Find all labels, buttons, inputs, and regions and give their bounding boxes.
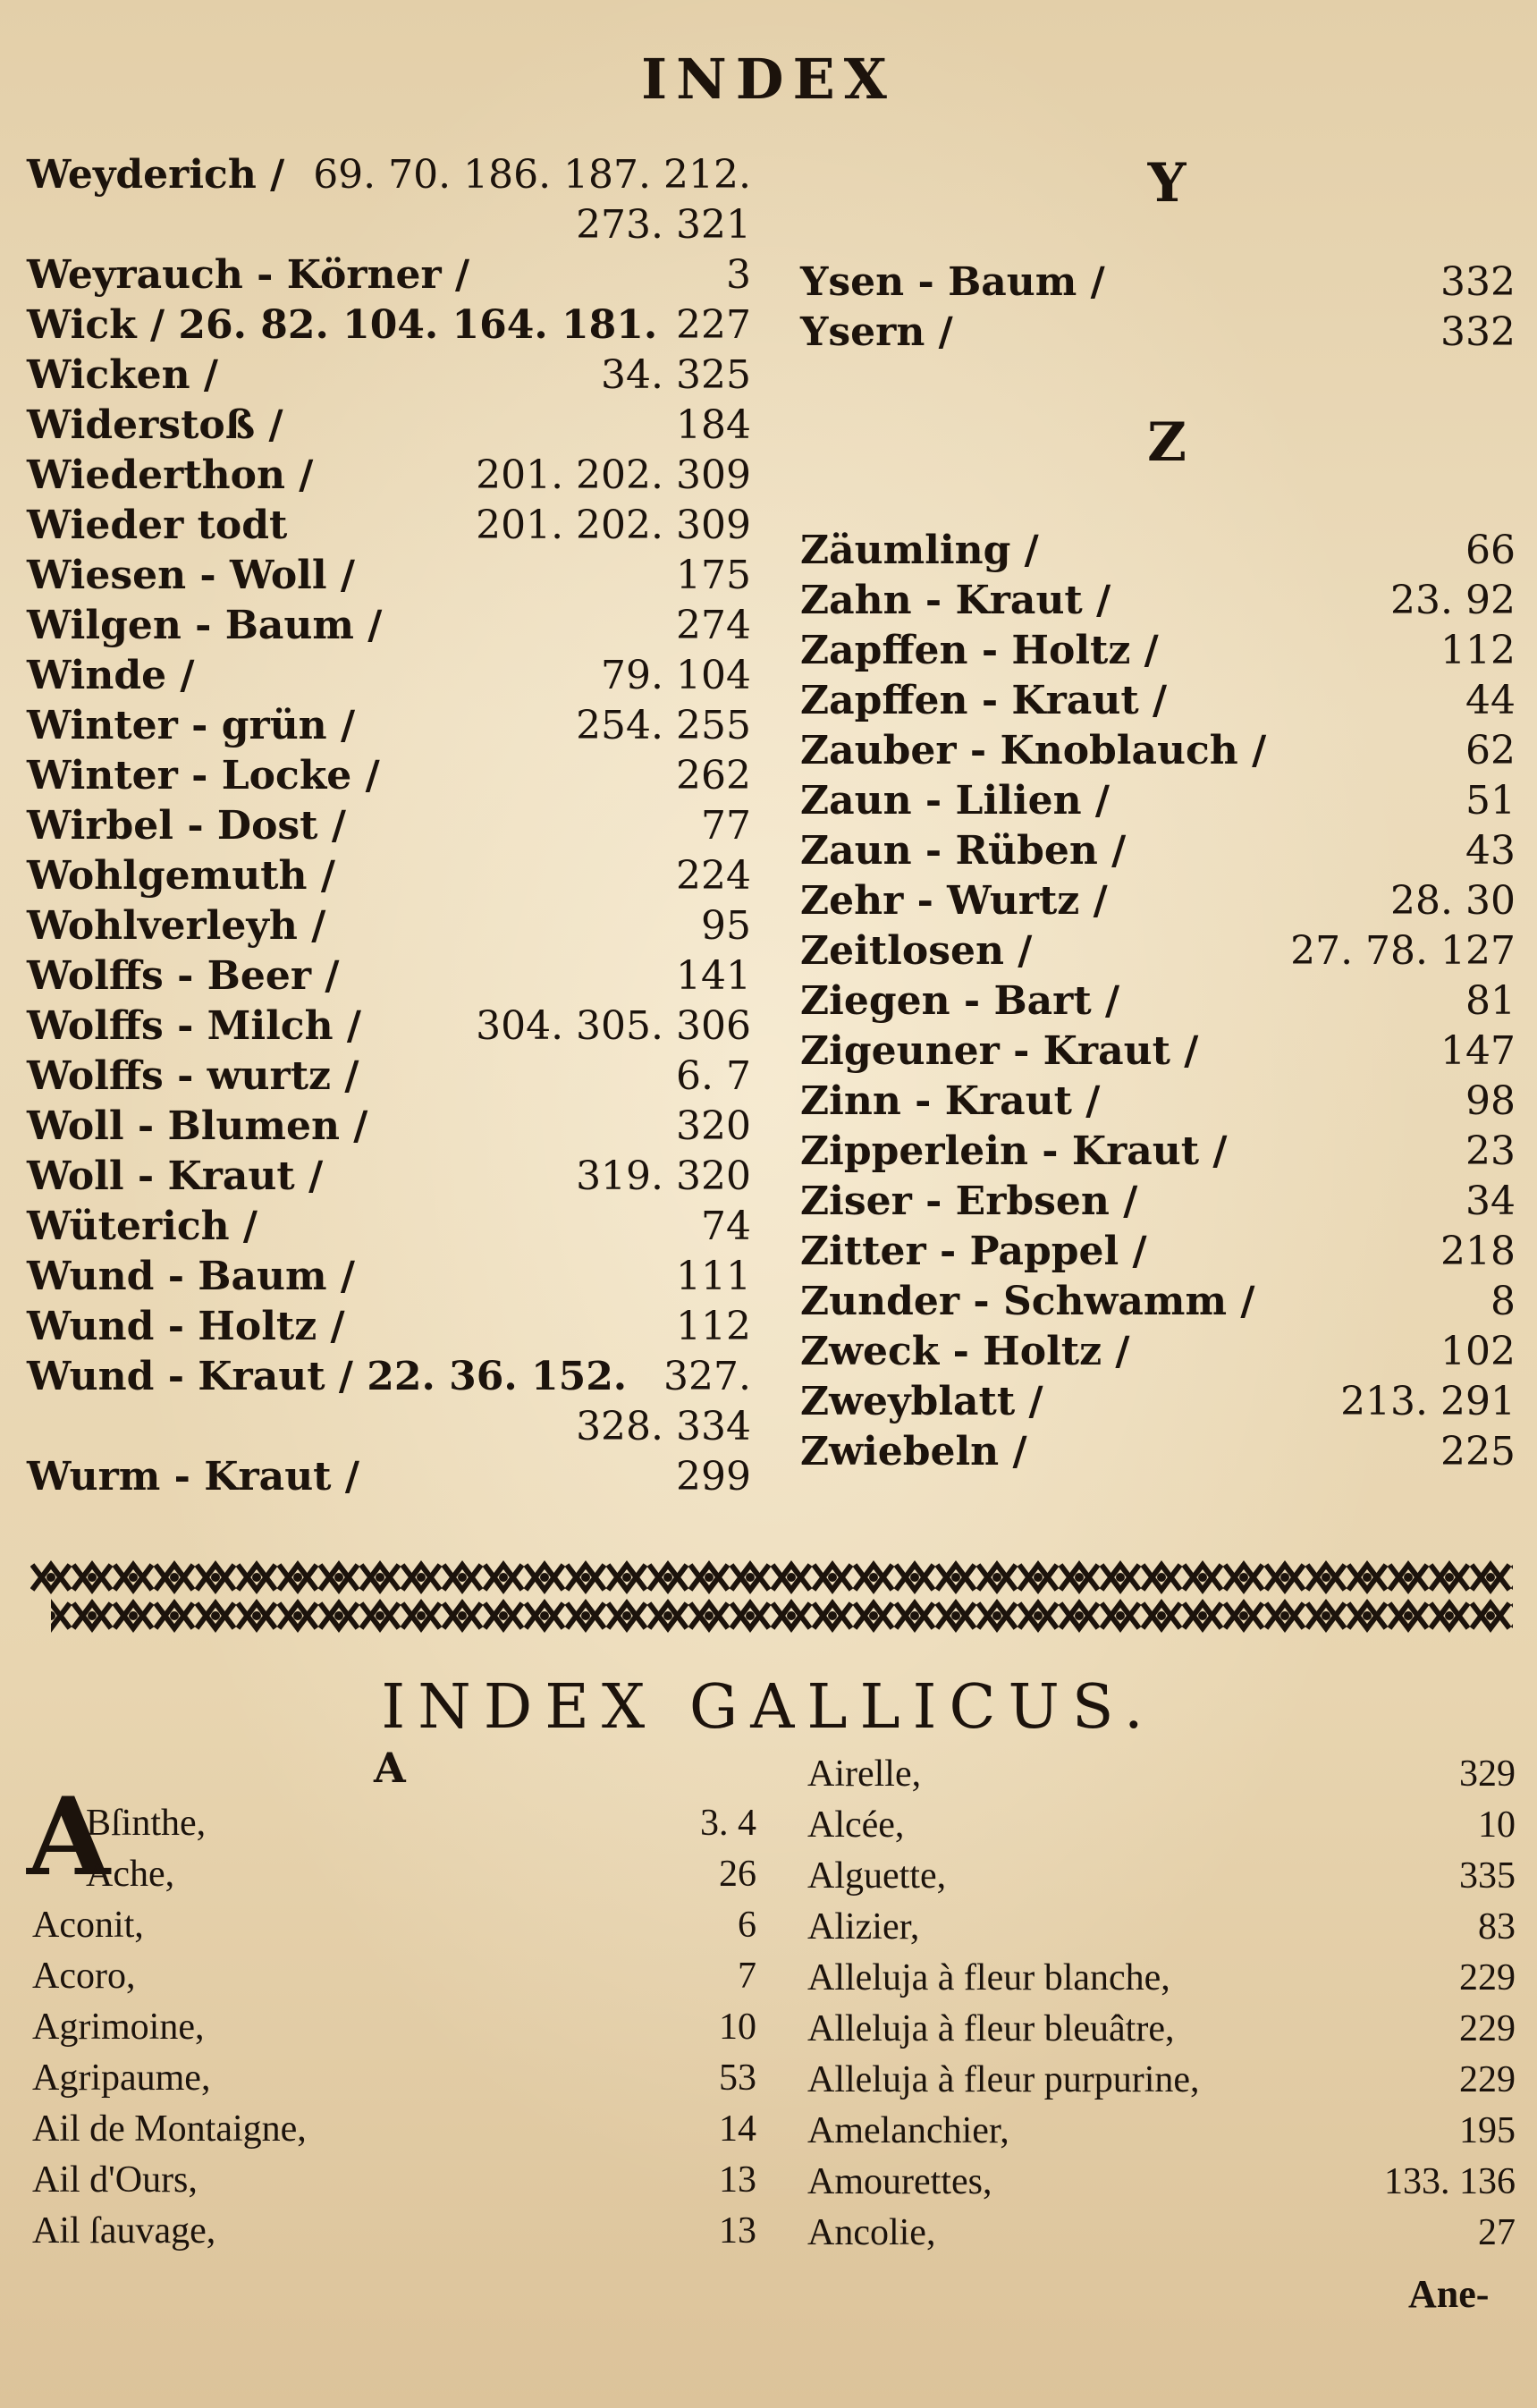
index-entry	[27, 1003, 751, 1053]
index-page-numbers: 34. 325	[601, 352, 751, 398]
ornamental-border	[30, 1558, 1513, 1635]
index-page-numbers-continued: 328. 334	[576, 1404, 751, 1449]
index-page-numbers: 224	[676, 853, 751, 899]
index-page-numbers: 27	[1478, 2212, 1516, 2253]
index-term: Alcée,	[807, 1804, 905, 1846]
index-term: Wolffs - wurtz /	[27, 1053, 359, 1099]
index-term: Agripaume,	[32, 2057, 211, 2099]
index-page-numbers: 74	[701, 1204, 751, 1249]
drop-cap-a: A	[27, 1774, 111, 1900]
index-entry	[27, 302, 751, 352]
index-entry	[27, 1454, 751, 1504]
index-term: Wolffs - Beer /	[27, 953, 340, 999]
index-term: Winter - Locke /	[27, 753, 380, 798]
index-term: Wund - Kraut / 22. 36. 152.	[27, 1354, 628, 1399]
index-entry	[27, 553, 751, 603]
index-term: Wick / 26. 82. 104. 164. 181.	[27, 302, 658, 348]
index-entry	[800, 1128, 1516, 1179]
index-entry	[32, 2209, 756, 2260]
index-term: Zinn - Kraut /	[800, 1078, 1101, 1124]
index-term: Weyrauch - Körner /	[27, 252, 470, 298]
index-page-numbers: 141	[676, 953, 751, 999]
index-entry	[27, 152, 751, 202]
index-term: Zauber - Knoblauch /	[800, 728, 1267, 773]
index-page-numbers: 195	[1459, 2110, 1516, 2151]
index-entry	[27, 1103, 751, 1153]
index-term: Zäumling /	[800, 528, 1039, 573]
index-page-numbers: 229	[1459, 2059, 1516, 2100]
index-entry	[800, 1078, 1516, 1128]
index-page-numbers: 225	[1440, 1429, 1516, 1474]
index-entry	[807, 1753, 1516, 1804]
index-page-numbers: 327.	[663, 1354, 751, 1399]
index-page-numbers: 274	[676, 603, 751, 648]
index-page-numbers: 319. 320	[576, 1153, 751, 1199]
index-term: Wohlverleyh /	[27, 903, 326, 949]
index-page-numbers: 23	[1465, 1128, 1516, 1174]
index-term: Woll - Blumen /	[27, 1103, 368, 1149]
index-term: Weyderich /	[27, 152, 285, 198]
index-term: Airelle,	[807, 1753, 922, 1795]
index-term: Ziegen - Bart /	[800, 978, 1120, 1024]
index-entry	[27, 853, 751, 903]
index-term: Alguette,	[807, 1855, 947, 1897]
index-page-numbers: 77	[701, 803, 751, 849]
catchword: Ane-	[1408, 2272, 1490, 2316]
index-entry	[807, 2109, 1516, 2160]
index-entry	[27, 252, 751, 302]
index-entry	[27, 753, 751, 803]
index-page-numbers: 8	[1491, 1279, 1516, 1324]
index-page-numbers: 229	[1459, 1957, 1516, 1998]
index-page-numbers: 14	[719, 2108, 756, 2150]
index-entry	[27, 803, 751, 853]
index-term: Winter - grün /	[27, 703, 356, 748]
index-entry	[27, 402, 751, 452]
index-entry	[27, 953, 751, 1003]
index-page-numbers: 43	[1465, 828, 1516, 874]
index-term: Amourettes,	[807, 2161, 992, 2202]
index-page-numbers: 262	[676, 753, 751, 798]
index-term: Wund - Baum /	[27, 1254, 355, 1299]
index-entry	[32, 2057, 756, 2108]
index-page-numbers: 28. 30	[1390, 878, 1516, 924]
index-term: Zunder - Schwamm /	[800, 1279, 1255, 1324]
index-entry	[32, 1955, 756, 2006]
index-term: Ysen - Baum /	[800, 259, 1105, 305]
index-entry	[807, 1956, 1516, 2007]
index-page-numbers: 227	[676, 302, 751, 348]
index-entry	[27, 503, 751, 553]
index-page-numbers-continued: 273. 321	[576, 202, 751, 248]
index-term: Zaun - Lilien /	[800, 778, 1110, 824]
index-page-numbers: 304. 305. 306	[476, 1003, 751, 1049]
index-page-numbers: 184	[676, 402, 751, 448]
index-entry	[807, 2007, 1516, 2058]
index-page-numbers: 147	[1440, 1028, 1516, 1074]
index-page-numbers: 3	[726, 252, 751, 298]
index-page-numbers: 10	[1478, 1804, 1516, 1846]
index-page-numbers: 26	[719, 1854, 756, 1895]
index-term: Wirbel - Dost /	[27, 803, 346, 849]
index-entry	[800, 1028, 1516, 1078]
index-page-numbers: 175	[676, 553, 751, 598]
index-term: Zeitlosen /	[800, 928, 1033, 974]
index-term: Zweck - Holtz /	[800, 1329, 1130, 1374]
index-term: Wolffs - Milch /	[27, 1003, 361, 1049]
index-page-numbers: 332	[1440, 309, 1516, 355]
index-term: Zapffen - Holtz /	[800, 628, 1159, 673]
index-term: Woll - Kraut /	[27, 1153, 324, 1199]
index-term: Zigeuner - Kraut /	[800, 1028, 1199, 1074]
index-entry	[27, 452, 751, 503]
index-term: Wiederthon /	[27, 452, 314, 498]
index-term: Zitter - Pappel /	[800, 1229, 1147, 1274]
index-entry	[800, 309, 1516, 359]
index-page-numbers: 229	[1459, 2008, 1516, 2049]
index-entry	[800, 1329, 1516, 1379]
index-page-numbers: 254. 255	[576, 703, 751, 748]
index-page-numbers: 10	[719, 2007, 756, 2048]
index-term: Winde /	[27, 653, 195, 698]
index-page-numbers: 102	[1440, 1329, 1516, 1374]
index-term: Wiesen - Woll /	[27, 553, 355, 598]
index-page-numbers: 218	[1440, 1229, 1516, 1274]
index-page-numbers: 201. 202. 309	[476, 503, 751, 548]
section-letter-a: A	[374, 1744, 406, 1792]
index-page-numbers: 335	[1459, 1855, 1516, 1897]
index-term: Zehr - Wurtz /	[800, 878, 1108, 924]
index-entry	[32, 1853, 756, 1904]
index-entry	[27, 603, 751, 653]
index-term: Ancolie,	[807, 2212, 936, 2253]
index-entry	[800, 728, 1516, 778]
index-term: Zweyblatt /	[800, 1379, 1043, 1424]
index-page-numbers: 112	[1440, 628, 1516, 673]
index-page-numbers: 6. 7	[676, 1053, 751, 1099]
index-entry	[800, 828, 1516, 878]
index-page-numbers: 83	[1478, 1906, 1516, 1948]
index-term: Wilgen - Baum /	[27, 603, 383, 648]
index-term: Ache,	[86, 1854, 175, 1895]
index-page-numbers: 13	[719, 2159, 756, 2201]
index-page-numbers: 111	[676, 1254, 751, 1299]
index-entry	[800, 528, 1516, 578]
index-entry	[27, 703, 751, 753]
index-entry	[27, 653, 751, 703]
index-page-numbers: 27. 78. 127	[1290, 928, 1516, 974]
index-page-numbers: 51	[1465, 778, 1516, 824]
index-term: Wohlgemuth /	[27, 853, 335, 899]
section-letter-z: Z	[1147, 411, 1187, 474]
index-entry	[800, 1229, 1516, 1279]
index-entry	[807, 1804, 1516, 1855]
index-entry	[800, 1379, 1516, 1429]
index-page-numbers: 320	[676, 1103, 751, 1149]
index-entry	[800, 578, 1516, 628]
index-term: Acoro,	[32, 1956, 136, 1997]
index-page-numbers: 23. 92	[1390, 578, 1516, 623]
index-entry	[807, 1905, 1516, 1956]
index-entry	[32, 2006, 756, 2057]
index-page-numbers: 133. 136	[1384, 2161, 1516, 2202]
index-entry	[27, 1053, 751, 1103]
index-page-numbers: 79. 104	[601, 653, 751, 698]
index-term: Ziser - Erbsen /	[800, 1179, 1138, 1224]
index-entry	[807, 2058, 1516, 2109]
index-gallicus-title: INDEX GALLICUS.	[381, 1672, 1156, 1743]
index-entry	[27, 1304, 751, 1354]
index-page-numbers: 66	[1465, 528, 1516, 573]
index-entry	[27, 903, 751, 953]
index-entry	[27, 1254, 751, 1304]
index-page-numbers: 62	[1465, 728, 1516, 773]
index-term: Ail ſauvage,	[32, 2210, 216, 2252]
index-entry	[800, 1279, 1516, 1329]
index-entry	[800, 628, 1516, 678]
index-term: Alleluja à fleur bleuâtre,	[807, 2008, 1175, 2049]
section-letter-y: Y	[1147, 152, 1187, 215]
index-term: Wund - Holtz /	[27, 1304, 345, 1349]
index-entry	[32, 2108, 756, 2159]
index-term: Bſinthe,	[86, 1803, 207, 1844]
index-entry	[27, 1204, 751, 1254]
index-term: Wurm - Kraut /	[27, 1454, 359, 1500]
index-term: Zwiebeln /	[800, 1429, 1027, 1474]
index-page-numbers: 3. 4	[700, 1803, 756, 1844]
page-header: INDEX	[641, 46, 896, 112]
index-page-numbers: 329	[1459, 1753, 1516, 1795]
index-page-numbers: 332	[1440, 259, 1516, 305]
index-term: Zahn - Kraut /	[800, 578, 1111, 623]
index-entry	[27, 1153, 751, 1204]
index-term: Alizier,	[807, 1906, 920, 1948]
index-page-numbers: 98	[1465, 1078, 1516, 1124]
index-term: Wieder todt	[27, 503, 288, 548]
index-term: Ail d'Ours,	[32, 2159, 198, 2201]
index-term: Ail de Montaigne,	[32, 2108, 307, 2150]
index-entry	[800, 778, 1516, 828]
index-term: Wüterich /	[27, 1204, 258, 1249]
index-entry	[27, 1354, 751, 1404]
index-page-numbers: 299	[676, 1454, 751, 1500]
index-entry	[807, 1855, 1516, 1905]
index-page-numbers: 213. 291	[1340, 1379, 1516, 1424]
index-term: Zapffen - Kraut /	[800, 678, 1168, 723]
index-page-numbers: 6	[738, 1905, 756, 1946]
index-term: Alleluja à fleur blanche,	[807, 1957, 1170, 1998]
index-entry	[27, 352, 751, 402]
index-term: Aconit,	[32, 1905, 144, 1946]
index-page-numbers: 44	[1465, 678, 1516, 723]
index-entry	[807, 2211, 1516, 2262]
index-page-numbers: 81	[1465, 978, 1516, 1024]
index-page-numbers: 7	[738, 1956, 756, 1997]
index-page-numbers: 53	[719, 2057, 756, 2099]
index-term: Amelanchier,	[807, 2110, 1009, 2151]
index-page-numbers: 34	[1465, 1179, 1516, 1224]
index-entry	[800, 259, 1516, 309]
index-entry	[800, 1429, 1516, 1479]
index-term: Widerstoß /	[27, 402, 283, 448]
index-page-numbers: 201. 202. 309	[476, 452, 751, 498]
index-page-numbers: 13	[719, 2210, 756, 2252]
index-entry	[800, 978, 1516, 1028]
index-term: Alleluja à fleur purpurine,	[807, 2059, 1200, 2100]
index-entry	[800, 678, 1516, 728]
index-page-numbers: 95	[701, 903, 751, 949]
index-page-numbers: 69. 70. 186. 187. 212.	[313, 152, 751, 198]
index-entry	[32, 1802, 756, 1853]
index-page-numbers: 112	[676, 1304, 751, 1349]
index-term: Wicken /	[27, 352, 219, 398]
index-term: Zaun - Rüben /	[800, 828, 1127, 874]
index-entry	[800, 928, 1516, 978]
index-entry	[800, 878, 1516, 928]
index-entry	[32, 2159, 756, 2209]
index-term: Ysern /	[800, 309, 953, 355]
index-entry	[807, 2160, 1516, 2211]
index-term: Zipperlein - Kraut /	[800, 1128, 1228, 1174]
index-entry	[800, 1179, 1516, 1229]
index-entry	[32, 1904, 756, 1955]
index-term: Agrimoine,	[32, 2007, 205, 2048]
